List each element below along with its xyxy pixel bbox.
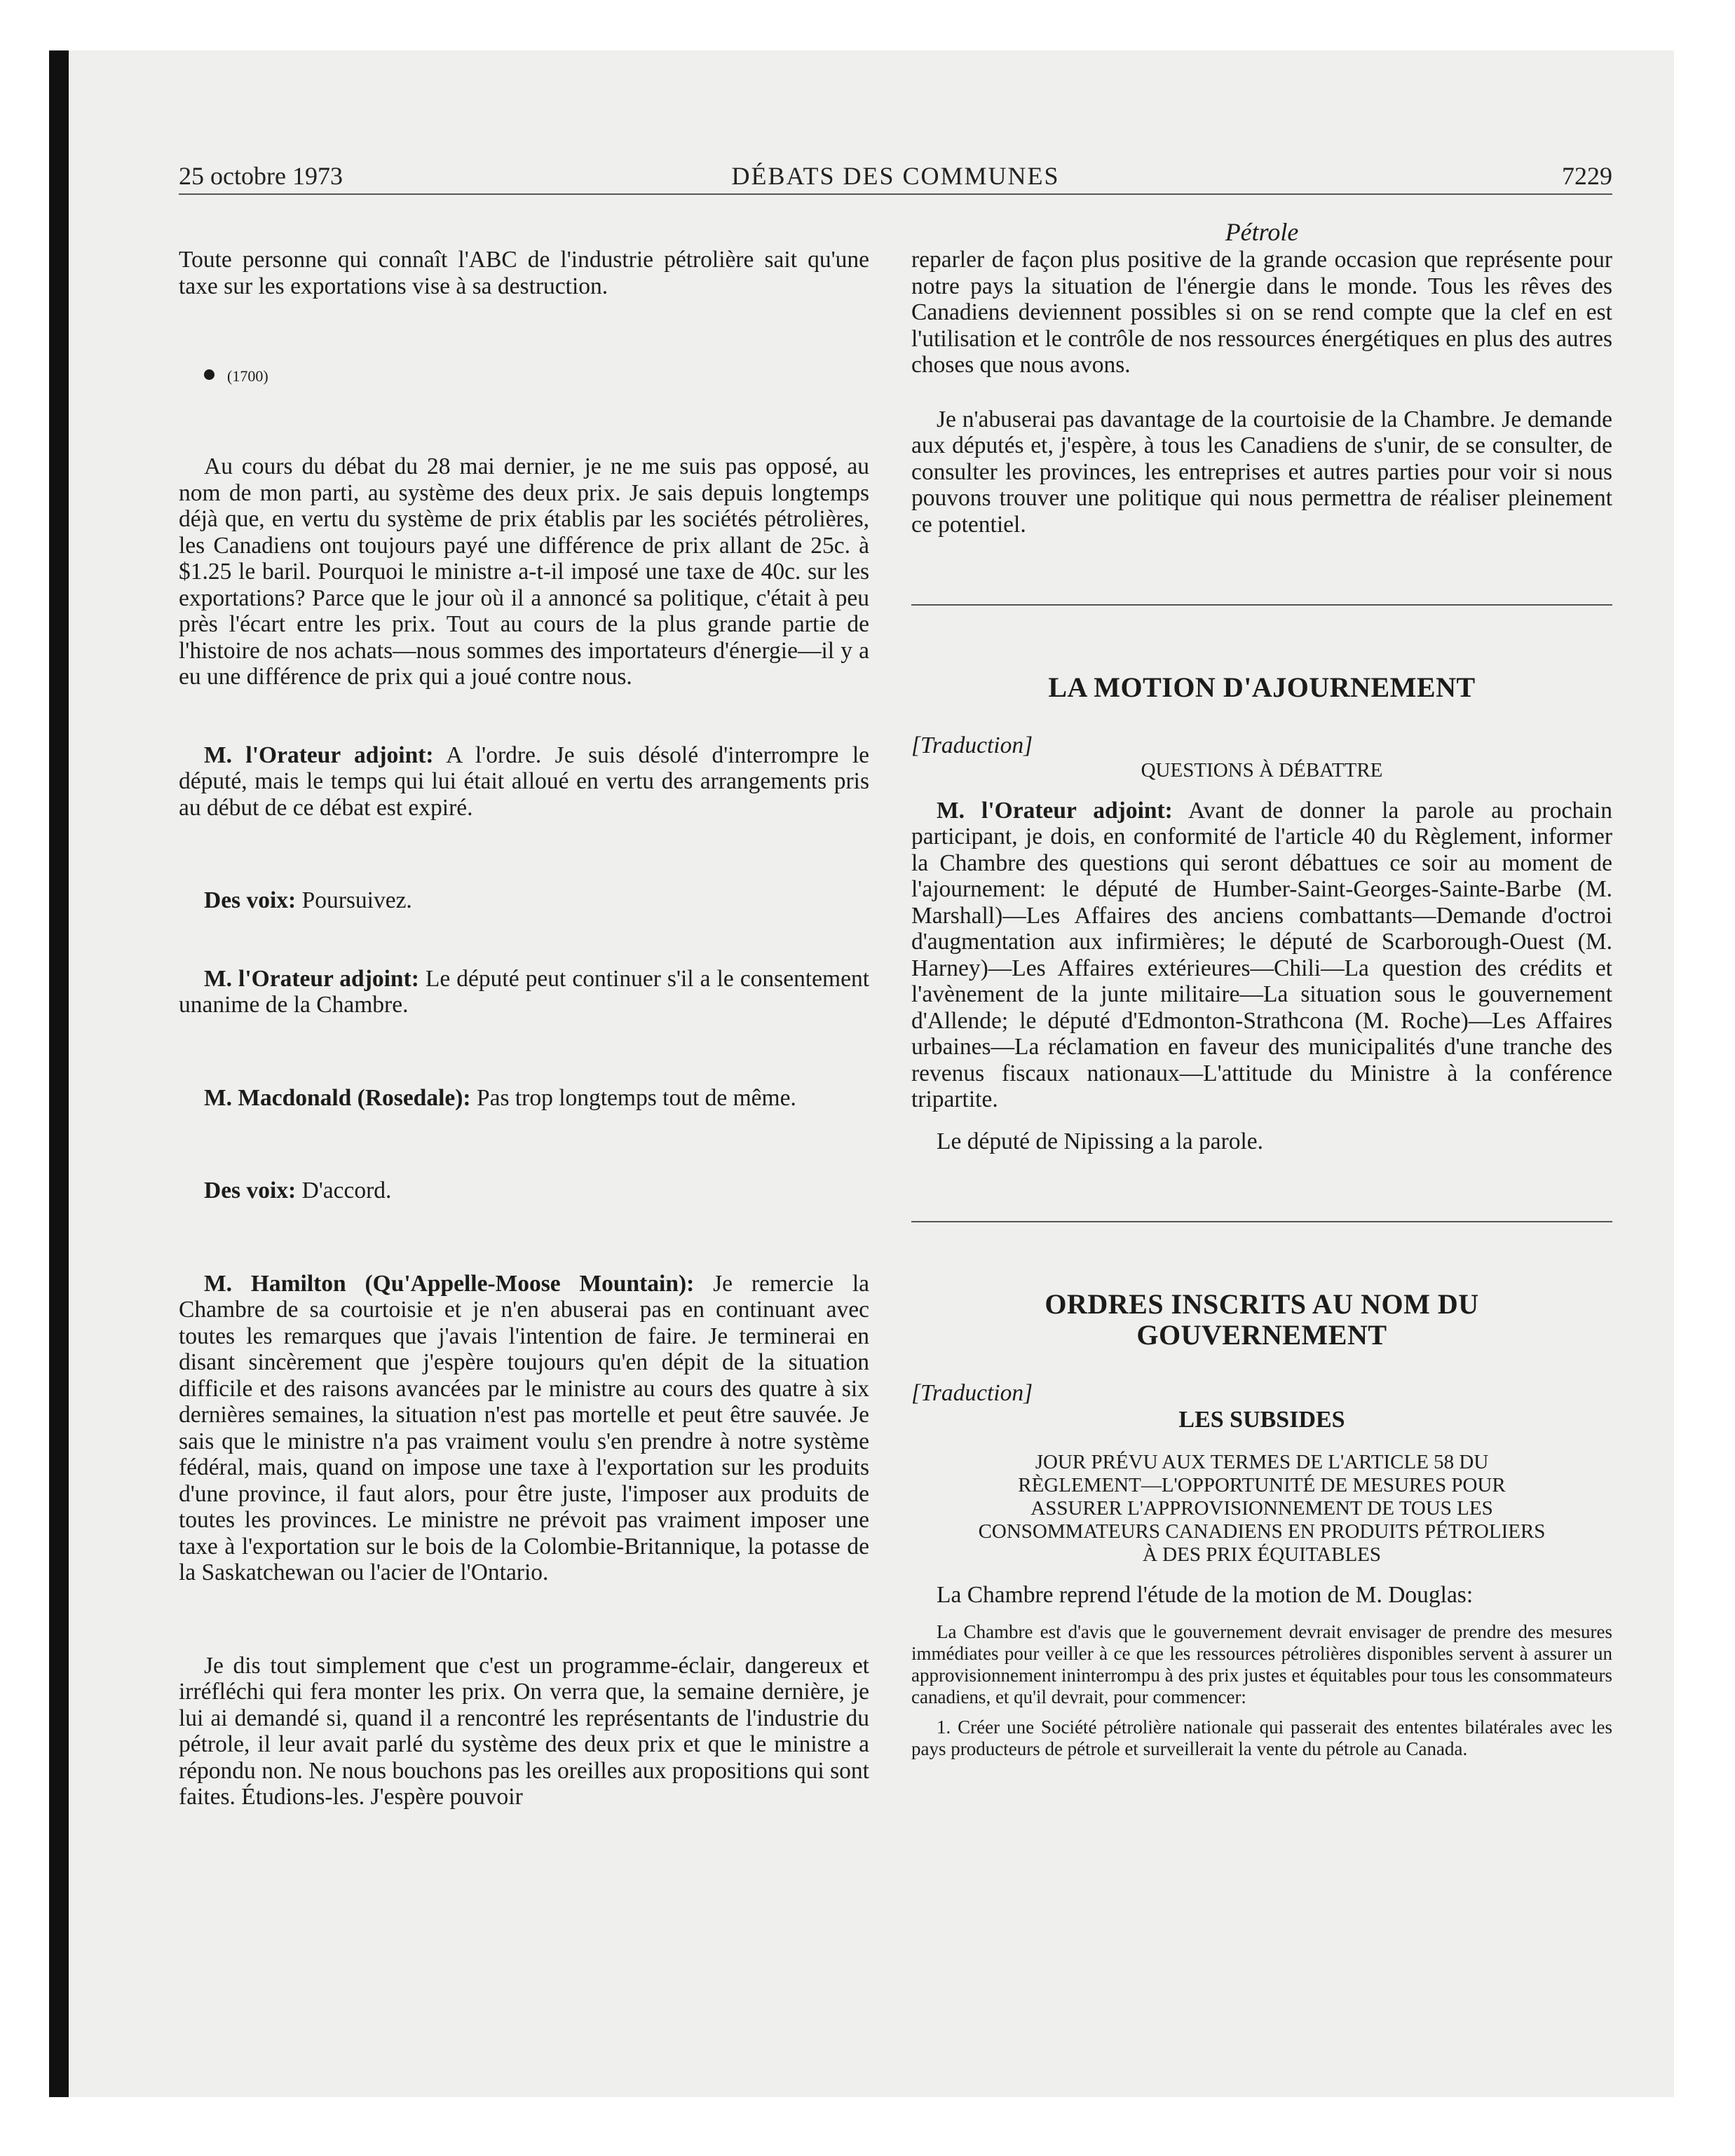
section-title-line: GOUVERNEMENT (1136, 1319, 1387, 1351)
scan-edge (49, 50, 69, 2097)
section-title-adjournment: LA MOTION D'AJOURNEMENT (1048, 671, 1476, 703)
time-marker-text: (1700) (227, 367, 268, 385)
speaker-name: Des voix: (204, 887, 297, 913)
caption-line: CONSOMMATEURS CANADIENS EN PRODUITS PÉTROLIERS (978, 1520, 1546, 1543)
header-rule (179, 193, 1612, 195)
caption-line: RÈGLEMENT—L'OPPORTUNITÉ DE MESURES POUR (1018, 1474, 1506, 1496)
paragraph: Toute personne qui connaît l'ABC de l'industrie pétrolière sait qu'une taxe sur les exportations vise à sa destruction. (179, 247, 869, 299)
paragraph: Au cours du débat du 28 mai dernier, je ne me suis pas opposé, au nom de mon parti, au système des deux prix. Je sais depuis longtemps déjà que, en vertu du système de prix établis par les sociétés pétrolières, les Canadiens ont toujours payé une différence de prix allant de 25c. à $1.25 le baril. Pourquoi le ministre a-t-il imposé une taxe de 40c. sur les exportations? Parce que le jour où il a annoncé sa politique, c'était à peu près l'écart entre les prix. Tout au cours de la plus grande partie de l'histoire de nos achats—nous sommes des importateurs d'énergie—il y a eu une différence de prix qui a joué contre nous. (179, 453, 869, 690)
speaker-name: M. l'Orateur adjoint: (204, 742, 434, 768)
speaker-name: Des voix: (204, 1178, 297, 1203)
section-title-line: ORDRES INSCRITS AU NOM DU (1045, 1288, 1479, 1320)
speaker-name: M. l'Orateur adjoint: (937, 797, 1173, 824)
speech-text: Le député peut continuer s'il a le consentement unanime de la Chambre. (179, 965, 870, 1018)
header-date: 25 octobre 1973 (179, 162, 343, 190)
left-column (179, 247, 869, 1810)
speech-text: D'accord. (296, 1178, 392, 1203)
caption-line: JOUR PRÉVU AUX TERMES DE L'ARTICLE 58 DU (1035, 1451, 1489, 1473)
speech (179, 1271, 869, 1586)
speech-text: Je remercie la Chambre de sa courtoisie et je n'en abuserai pas en continuant avec toutes les remarques que j'avais l'intention de faire. Je terminerai en disant sincèrement que j'espère toujours qu'en dépit de la situation difficile et des raisons avancées par le ministre au cours des quatre à six dernières semaines, la situation n'est pas mortelle et peut être sauvée. Je sais que le ministre n'a pas vraiment voulu s'en prendre à notre système fédéral, mais, quand on impose une taxe à l'exportation sur les produits d'une province, il faut alors, pour être juste, l'imposer aux produits de toutes les provinces. Le ministre ne prévoit pas vraiment imposer une taxe à l'exportation sur le bois de la Colombie-Britannique, la potasse de la Saskatchewan ou l'acier de l'Ontario. (179, 1270, 869, 1585)
speaker-name: M. Hamilton (Qu'Appelle-Moose Mountain): (204, 1270, 695, 1297)
header-page-number: 7229 (1562, 162, 1612, 190)
paragraph: Je n'abuserai pas davantage de la courtoisie de la Chambre. Je demande aux députés et, j'espère, à tous les Canadiens de s'unir, de se consulter, de consulter les provinces, les entreprises et autres parties pour voir si nous pouvons trouver une politique qui nous permettra de réaliser pleinement ce potentiel. (911, 406, 1612, 538)
speaker-name: M. Macdonald (Rosedale): (204, 1084, 471, 1111)
speech (179, 966, 869, 1018)
motion-item: 1. Créer une Société pétrolière nationale qui passerait des ententes bilatérales avec les pays producteurs de pétrole et surveillerait la vente du pétrole au Canada. (911, 1716, 1612, 1759)
section-title-orders (911, 1289, 1612, 1351)
speech (179, 887, 869, 914)
subsides-heading: LES SUBSIDES (1178, 1406, 1345, 1433)
page-header (179, 161, 1612, 198)
order-caption (911, 1451, 1612, 1567)
speech (179, 742, 869, 821)
caption-line: À DES PRIX ÉQUITABLES (1142, 1543, 1382, 1566)
motion-text: La Chambre est d'avis que le gouvernement devrait envisager de prendre des mesures immédiates pour veiller à ce que les ressources pétrolières disponibles servent à assurer un approvisionnement ininterrompu à des prix justes et équitables pour tous les consommateurs canadiens, et qu'il devrait, pour commencer: (911, 1621, 1612, 1707)
right-column (911, 247, 1612, 1760)
speech-text: A l'ordre. Je suis désolé d'interrompre le député, mais le temps qui lui était alloué en vertu des arrangements pris au début de ce débat est expiré. (179, 742, 869, 821)
speech-text: Avant de donner la parole au prochain participant, je dois, en conformité de l'article 40 du Règlement, informer la Chambre des questions qui seront débattues ce soir au moment de l'ajournement: le député de Humber-Saint-Georges-Sainte-Barbe (M. Marshall)—Les Affaires des anciens combattants—Demande d'octroi d'augmentation aux infirmières; le député de Scarborough-Ouest (M. Harney)—Les Affaires extérieures—Chili—La question des crédits et l'avènement de la junte militaire—La situation sous le gouvernement d'Allende; le député d'Edmonton-Strathcona (M. Roche)—Les Affaires urbaines—La réclamation en faveur des municipalités d'une tranche des revenus fiscaux nationaux—L'attitude du Ministre à la conférence tripartite. (911, 797, 1612, 1112)
paragraph: reparler de façon plus positive de la grande occasion que représente pour notre pays la situation de l'énergie dans le monde. Tous les rêves des Canadiens deviennent possibles si on se rend compte que la clef en est l'utilisation et le contrôle de nos ressources énergétiques en plus des autres choses que nous avons. (911, 247, 1612, 378)
speech-text: Poursuivez. (296, 887, 412, 913)
paragraph: Je dis tout simplement que c'est un programme-éclair, dangereux et irréfléchi qui fera monter les prix. On verra que, la semaine dernière, je lui ai demandé si, quand il a rencontré les représentants de l'industrie du pétrole, il leur avait parlé du système des deux prix et que le ministre a répondu non. Ne nous bouchons pas les oreilles aux propositions qui sont faites. Étudions-les. J'espère pouvoir (179, 1652, 869, 1810)
bullet-icon (204, 369, 215, 380)
speaker-name: M. l'Orateur adjoint: (204, 965, 419, 992)
speech (911, 798, 1612, 1113)
speech-text: Pas trop longtemps tout de même. (470, 1084, 796, 1111)
speech (179, 1178, 869, 1204)
paragraph: Le député de Nipissing a la parole. (937, 1128, 1264, 1154)
header-title: DÉBATS DES COMMUNES (731, 162, 1060, 190)
speech (179, 1085, 869, 1112)
questions-heading: QUESTIONS À DÉBATTRE (1141, 758, 1383, 782)
translation-note: [Traduction] (911, 732, 1033, 758)
running-head: Pétrole (1225, 218, 1299, 246)
paragraph: La Chambre reprend l'étude de la motion de M. Douglas: (937, 1582, 1474, 1608)
caption-line: ASSURER L'APPROVISIONNEMENT DE TOUS LES (1030, 1497, 1493, 1520)
time-marker (179, 366, 869, 387)
translation-note: [Traduction] (911, 1380, 1033, 1406)
